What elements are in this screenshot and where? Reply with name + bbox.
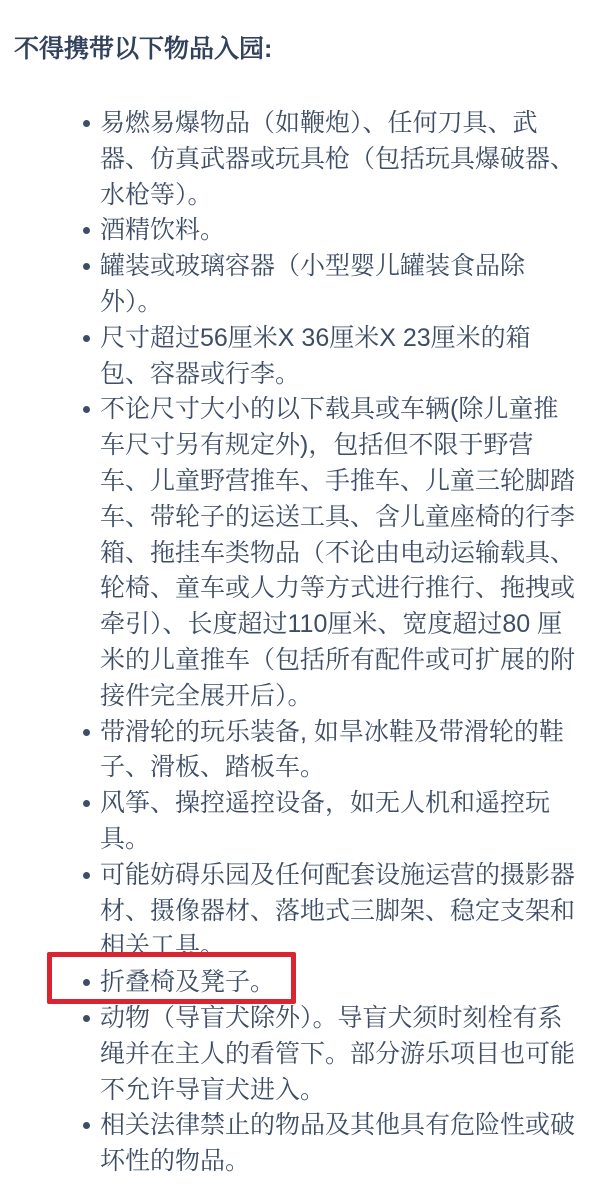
list-item: 带滑轮的玩乐装备, 如旱冰鞋及带滑轮的鞋子、滑板、踏板车。	[100, 715, 580, 787]
list-item-highlighted: 折叠椅及凳子。	[100, 965, 580, 1001]
list-item: 相关法律禁止的物品及其他具有危险性或破坏性的物品。	[100, 1108, 580, 1180]
list-item: 不论尺寸大小的以下载具或车辆(除儿童推车尺寸另有规定外)，包括但不限于野营车、儿童野营推车、手推车、儿童三轮脚踏车、带轮子的运送工具、含儿童座椅的行李箱、拖挂车类物品（不论由电动运输载具、轮椅、童车或人力等方式进行推行、拖拽或牵引）、长度超过110厘米、宽度超过80 厘米的儿童推车（包括所有配件或可扩展的附接件完全展开后）。	[100, 392, 580, 714]
prohibited-items-list	[14, 106, 582, 1180]
list-item: 罐装或玻璃容器（小型婴儿罐装食品除外）。	[100, 249, 580, 321]
list-item: 酒精饮料。	[100, 213, 580, 249]
list-item: 易燃易爆物品（如鞭炮）、任何刀具、武器、仿真武器或玩具枪（包括玩具爆破器、水枪等）。	[100, 106, 580, 213]
list-item: 动物（导盲犬除外）。导盲犬须时刻栓有系绳并在主人的看管下。部分游乐项目也可能不允许导盲犬进入。	[100, 1001, 580, 1108]
section-heading: 不得携带以下物品入园:	[14, 35, 273, 63]
list-item: 风筝、操控遥控设备，如无人机和遥控玩具。	[100, 786, 580, 858]
list-item: 可能妨碍乐园及任何配套设施运营的摄影器材、摄像器材、落地式三脚架、稳定支架和相关工具。	[100, 858, 580, 965]
list-item: 尺寸超过56厘米X 36厘米X 23厘米的箱包、容器或行李。	[100, 321, 580, 393]
